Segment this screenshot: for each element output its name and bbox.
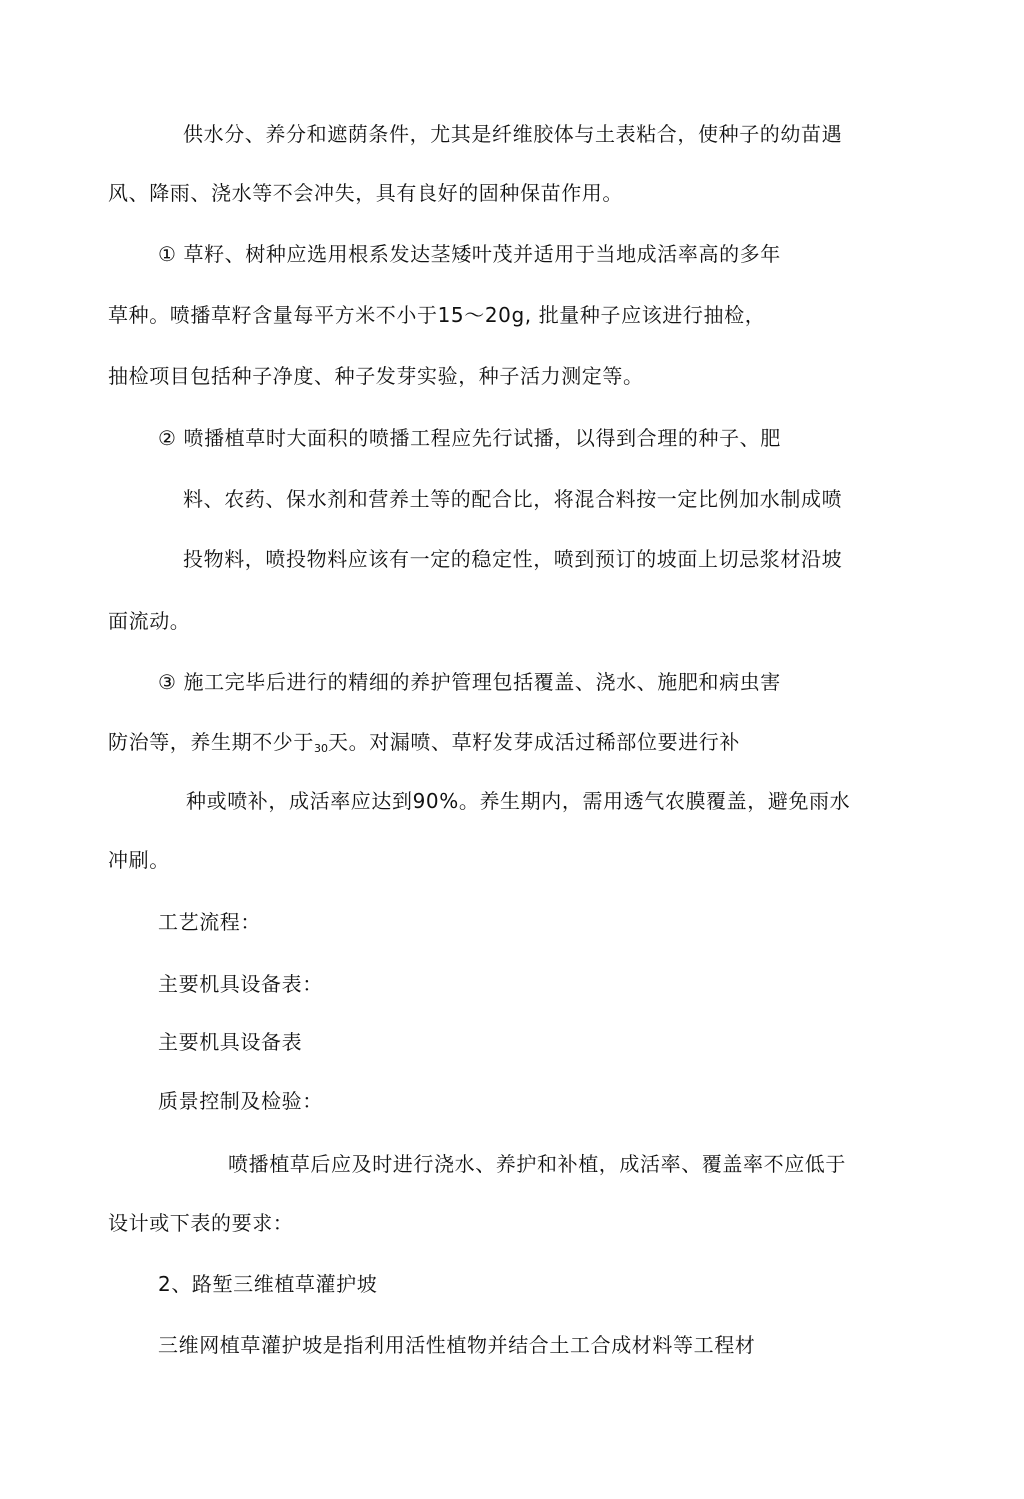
heading-quality-control: 质景控制及检验： <box>158 1089 323 1113</box>
heading-equipment-list: 主要机具设备表： <box>158 972 323 996</box>
paragraph-line-2: 风、降雨、浇水等不会冲失，具有良好的固种保苗作用。 <box>108 181 623 205</box>
section-heading-3d-grass: 2、路堑三维植草灌护坡 <box>158 1272 378 1296</box>
list-item-3-line-1: ③ 施工完毕后进行的精细的养护管理包括覆盖、浇水、施肥和病虫害 <box>158 670 781 694</box>
list-item-3-line-4: 冲刷。 <box>108 848 170 872</box>
paragraph-quality-line-2: 设计或下表的要求： <box>108 1211 294 1235</box>
heading-equipment-table: 主要机具设备表 <box>158 1030 303 1054</box>
paragraph-3d-grass-line-1: 三维网植草灌护坡是指利用活性植物并结合土工合成材料等工程材 <box>158 1333 756 1357</box>
paragraph-quality-line-1: 喷播植草后应及时进行浇水、养护和补植，成活率、覆盖率不应低于 <box>228 1152 846 1176</box>
list-item-1-line-1: ① 草籽、树种应选用根系发达茎矮叶茂并适用于当地成活率高的多年 <box>158 242 781 266</box>
list-item-2-line-3: 投物料，喷投物料应该有一定的稳定性，喷到预订的坡面上切忌浆材沿坡 <box>183 547 843 571</box>
list-item-2-line-2: 料、农药、保水剂和营养土等的配合比，将混合料按一定比例加水制成喷 <box>183 487 843 511</box>
list-item-2-line-4: 面流动。 <box>108 609 191 633</box>
list-item-3-line-2 <box>108 728 740 763</box>
heading-process-flow: 工艺流程： <box>158 910 261 934</box>
list-item-1-line-3: 抽检项目包括种子净度、种子发芽实验，种子活力测定等。 <box>108 364 644 388</box>
list-item-3-line-2-text-b: 天。对漏喷、草籽发芽成活过稀部位要进行补 <box>328 730 740 754</box>
subscript-value: 30 <box>314 742 328 755</box>
list-item-3-line-3: 种或喷补，成活率应达到90%。养生期内，需用透气农膜覆盖，避免雨水 <box>186 789 851 813</box>
list-item-2-line-1: ② 喷播植草时大面积的喷播工程应先行试播，以得到合理的种子、肥 <box>158 426 781 450</box>
paragraph-line-1: 供水分、养分和遮荫条件，尤其是纤维胶体与土表粘合，使种子的幼苗遇 <box>183 122 843 146</box>
list-item-1-line-2: 草种。喷播草籽含量每平方米不小于15～20g, 批量种子应该进行抽检， <box>108 303 766 327</box>
list-item-3-line-2-text-a: 防治等，养生期不少于 <box>108 730 314 754</box>
